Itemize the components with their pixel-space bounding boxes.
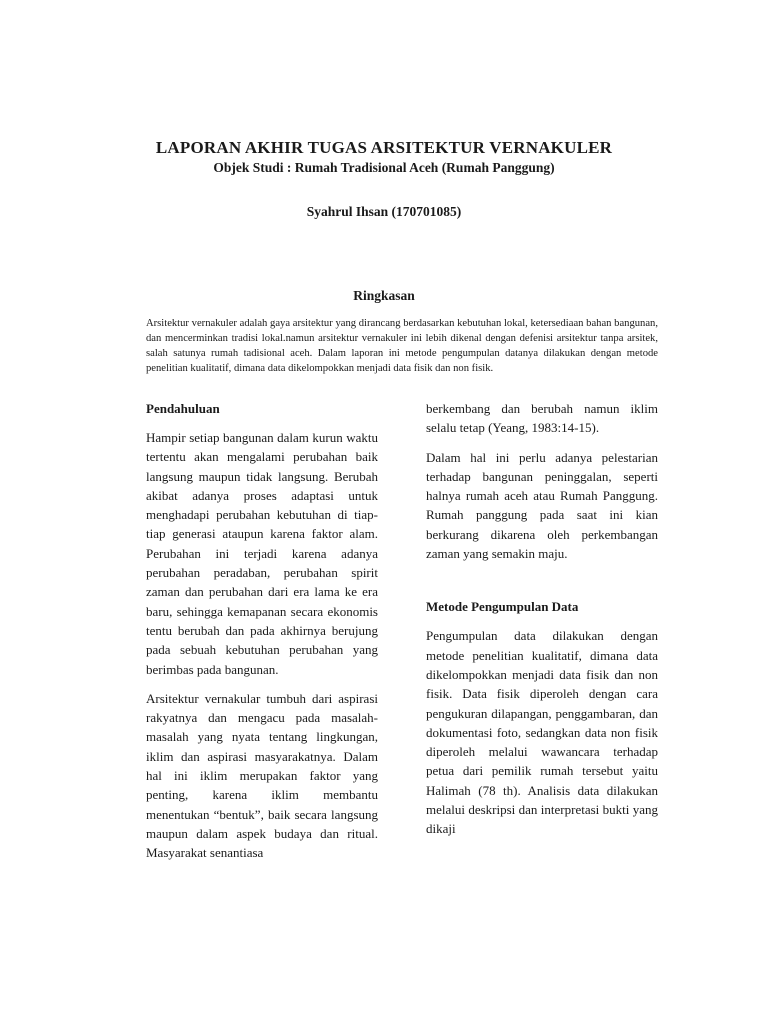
- section-heading-pendahuluan: Pendahuluan: [146, 401, 220, 416]
- paragraph: Dalam hal ini perlu adanya pelestarian terhadap bangunan peninggalan, seperti halnya rumah aceh atau Rumah Panggung. Rumah panggung pada saat ini kian berkurang dikarena oleh perkembangan zaman yang semakin maju.: [426, 449, 658, 562]
- abstract-text: Arsitektur vernakuler adalah gaya arsitektur yang dirancang berdasarkan kebutuhan lokal, ketersediaan bahan bangunan, dan mencerminkan tradisi lokal.namun arsitektur vernakuler ini lebih dikenal dengan defenisi arsitektur tanpa arsitek, salah satunya rumah tadisional aceh. Dalam laporan ini metode pengumpulan datanya dilakukan dengan metode penelitian kualitatif, dimana data dikelompokkan menjadi data fisik dan non fisik.: [146, 318, 658, 375]
- spacer: [426, 563, 658, 597]
- paragraph: berkembang dan berubah namun iklim selalu tetap (Yeang, 1983:14-15).: [426, 401, 658, 436]
- author-line: Syahrul Ihsan (170701085): [306, 204, 462, 219]
- abstract-heading: Ringkasan: [353, 288, 415, 303]
- section-heading-metode: Metode Pengumpulan Data: [426, 599, 579, 615]
- paragraph: Hampir setiap bangunan dalam kurun waktu tertentu akan mengalami perubahan baik langsung maupun tidak langsung. Berubah akibat adanya proses adaptasi untuk menghadapi perubahan kebutuhan di tiap-tiap generasi ataupun karena faktor alam. Perubahan ini terjadi karena adanya perubahan peradaban, perubahan spirit zaman dan perubahan dari era lama ke era baru, sehingga kemapanan secara ekonomis tentu berubah dan pada akhirnya berujung pada sebuah kebutuhan perubahan yang berimbas pada bangunan.: [146, 430, 378, 677]
- document-title: LAPORAN AKHIR TUGAS ARSITEKTUR VERNAKULER: [155, 138, 613, 157]
- right-column: [426, 399, 658, 839]
- left-column: [146, 399, 378, 863]
- paragraph: Pengumpulan data dilakukan dengan metode penelitian kualitatif, dimana data dikelompokkan menjadi data fisik dan non fisik. Data fisik diperoleh dengan cara pengukuran dilapangan, penggambaran, dan dokumentasi foto, sedangkan data non fisik diperoleh melalui wawancara terhadap petua dari pemilik rumah tersebut yaitu Halimah (78 th). Analisis data dilakukan melalui deskripsi dan interpretasi bukti yang dikaji: [426, 628, 658, 837]
- document-subtitle: Objek Studi : Rumah Tradisional Aceh (Rumah Panggung): [213, 160, 555, 175]
- paragraph: Arsitektur vernakular tumbuh dari aspirasi rakyatnya dan mengacu pada masalah-masalah yang nyata tentang lingkungan, iklim dan aspirasi masyarakatnya. Dalam hal ini iklim merupakan faktor yang penting, karena iklim membantu menentukan “bentuk”, baik secara langsung maupun dalam aspek budaya dan ritual. Masyarakat senantiasa: [146, 690, 378, 861]
